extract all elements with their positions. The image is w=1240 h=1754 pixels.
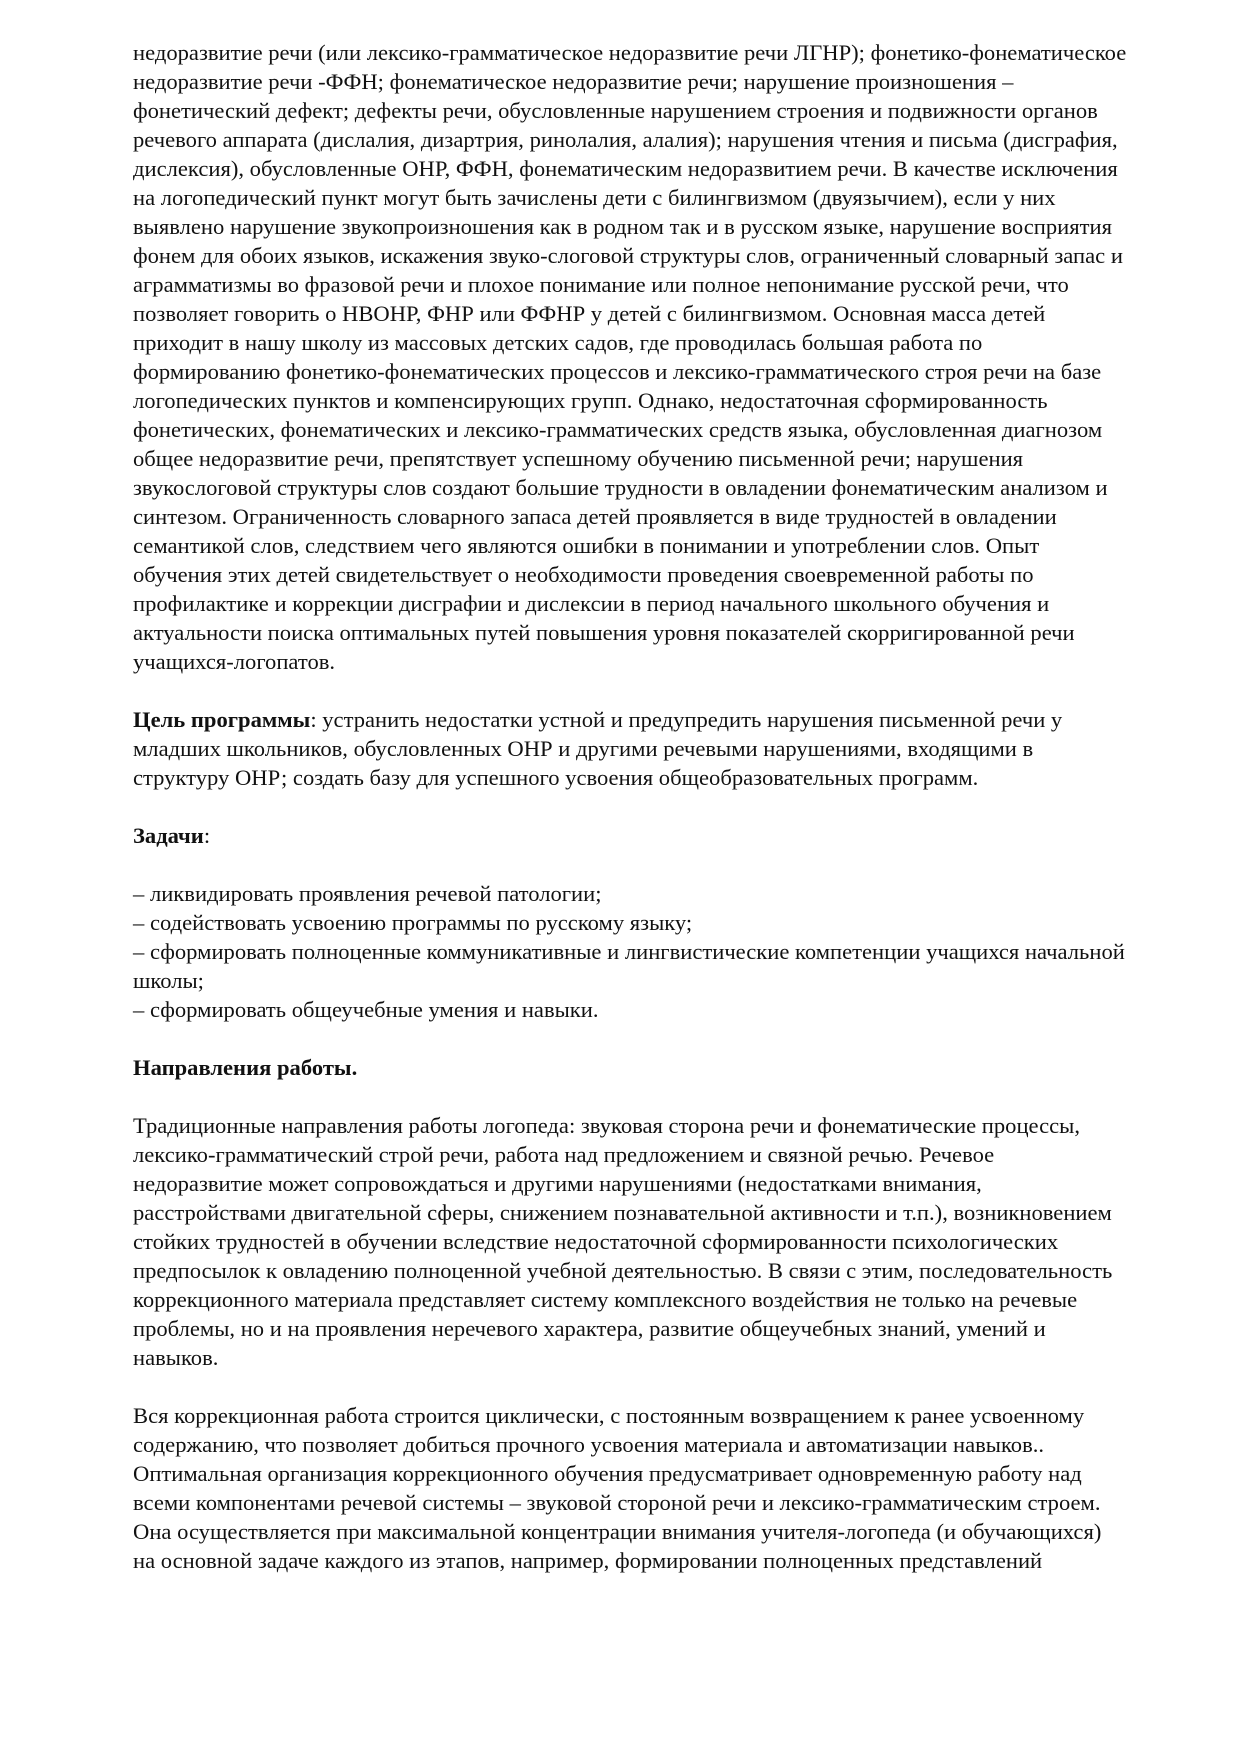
list-item: – сформировать общеучебные умения и навыки.: [133, 997, 599, 1022]
intro-paragraph: недоразвитие речи (или лексико-грамматическое недоразвитие речи ЛГНР); фонетико-фонематическое недоразвитие речи -ФФН; фонематическое недоразвитие речи; нарушение произношения – фонетический дефект; дефекты речи, обусловленные нарушением строения и подвижности органов речевого аппарата (дислалия, дизартрия, ринолалия, алалия); нарушения чтения и письма (дисграфия, дислексия), обусловленные ОНР, ФФН, фонематическим недоразвитием речи. В качестве исключения на логопедический пункт могут быть зачислены дети с билингвизмом (двуязычием), если у них выявлено нарушение звукопроизношения как в родном так и в русском языке, нарушение восприятия фонем для обоих языков, искажения звуко-слоговой структуры слов, ограниченный словарный запас и аграмматизмы во фразовой речи и плохое понимание или полное непонимание русской речи, что позволяет говорить о НВОНР, ФНР или ФФНР у детей с билингвизмом. Основная масса детей приходит в нашу школу из массовых детских садов, где проводилась большая работа по формированию фонетико-фонематических процессов и лексико-грамматического строя речи на базе логопедических пунктов и компенсирующих групп. Однако, недостаточная сформированность фонетических, фонематических и лексико-грамматических средств языка, обусловленная диагнозом общее недоразвитие речи, препятствует успешному обучению письменной речи; нарушения звукослоговой структуры слов создают большие трудности в овладении фонематическим анализом и синтезом. Ограниченность словарного запаса детей проявляется в виде трудностей в овладении семантикой слов, следствием чего являются ошибки в понимании и употреблении слов. Опыт обучения этих детей свидетельствует о необходимости проведения своевременной работы по профилактике и коррекции дисграфии и дислексии в период начального школьного обучения и актуальности поиска оптимальных путей повышения уровня показателей скорригированной речи учащихся-логопатов.: [133, 40, 1127, 674]
tasks-label: Задачи: [133, 823, 204, 848]
goal-text: : устранить недостатки устной и предупредить нарушения письменной речи у младших школьников, обусловленных ОНР и другими речевыми нарушениями, входящими в структуру ОНР; создать базу для успешного усвоения общеобразовательных программ.: [133, 707, 1063, 790]
tasks-colon: :: [203, 823, 211, 848]
list-item: – содействовать усвоению программы по русскому языку;: [133, 910, 693, 935]
directions-paragraph-1: Традиционные направления работы логопеда: звуковая сторона речи и фонематические процессы, лексико-грамматический строй речи, работа над предложением и связной речью. Речевое недоразвитие может сопровождаться и другими нарушениями (недостатками внимания, расстройствами двигательной сферы, снижением познавательной активности и т.п.), возникновением стойких трудностей в обучении вследствие недостаточной сформированности психологических предпосылок к овладению полноценной учебной деятельностью. В связи с этим, последовательность коррекционного материала представляет систему комплексного воздействия не только на речевые проблемы, но и на проявления неречевого характера, развитие общеучебных знаний, умений и навыков.: [133, 1113, 1113, 1370]
list-item: – сформировать полноценные коммуникативные и лингвистические компетенции учащихся начальной школы;: [133, 939, 1125, 993]
goal-paragraph: [133, 705, 1128, 792]
tasks-list: [133, 879, 1128, 1024]
list-item: – ликвидировать проявления речевой патологии;: [133, 881, 602, 906]
directions-heading: Направления работы.: [133, 1055, 358, 1080]
goal-label: Цель программы: [133, 707, 311, 732]
tasks-heading: [133, 821, 1128, 850]
directions-paragraph-2: Вся коррекционная работа строится циклически, с постоянным возвращением к ранее усвоенному содержанию, что позволяет добиться прочного усвоения материала и автоматизации навыков.. Оптимальная организация коррекционного обучения предусматривает одновременную работу над всеми компонентами речевой системы – звуковой стороной речи и лексико-грамматическим строем. Она осуществляется при максимальной концентрации внимания учителя-логопеда (и обучающихся) на основной задаче каждого из этапов, например, формировании полноценных представлений: [133, 1403, 1102, 1573]
document-page: [133, 38, 1128, 1575]
